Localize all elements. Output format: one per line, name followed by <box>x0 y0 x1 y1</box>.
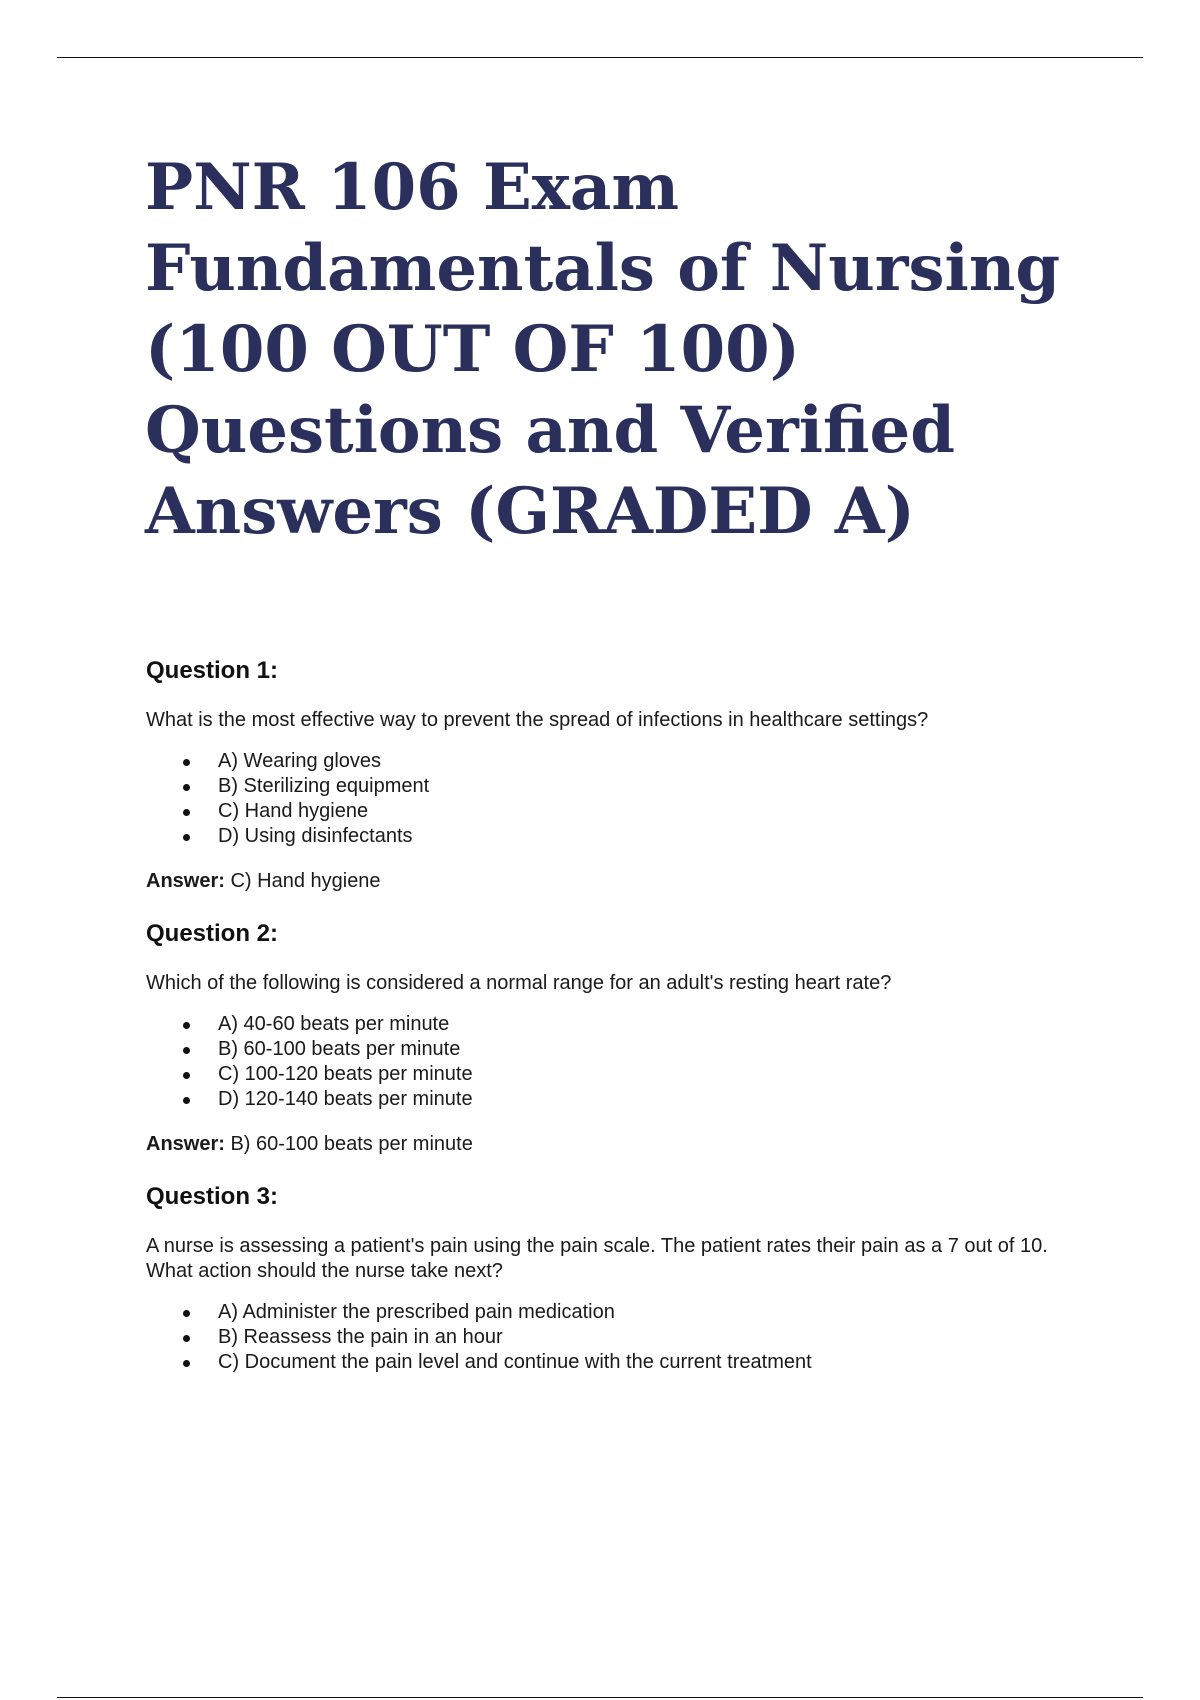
question-heading: Question 3: <box>146 1183 279 1210</box>
option-label: A) Wearing gloves <box>218 750 382 772</box>
option-item <box>146 1087 1146 1112</box>
question-text: What is the most effective way to prevent the spread of infections in healthcare settings? <box>146 709 929 731</box>
options-list <box>146 1012 1146 1112</box>
options-list <box>146 749 1146 849</box>
question-3 <box>146 1180 1146 1375</box>
option-label: B) Reassess the pain in an hour <box>218 1326 503 1348</box>
answer-value: B) 60-100 beats per minute <box>230 1133 473 1155</box>
option-item <box>146 1325 1146 1350</box>
bullet-icon <box>183 1097 190 1104</box>
option-label: B) 60-100 beats per minute <box>218 1038 461 1060</box>
option-item <box>146 1037 1146 1062</box>
question-heading: Question 2: <box>146 920 279 947</box>
question-text: A nurse is assessing a patient's pain using the pain scale. The patient rates their pain as a 7 out of 10. What action should the nurse take next? <box>146 1235 1048 1282</box>
answer-value: C) Hand hygiene <box>230 870 381 892</box>
option-item <box>146 824 1146 849</box>
answer-line <box>146 1130 1146 1158</box>
option-item <box>146 749 1146 774</box>
option-item <box>146 1012 1146 1037</box>
bullet-icon <box>183 1072 190 1079</box>
option-label: C) Document the pain level and continue with the current treatment <box>218 1351 812 1373</box>
question-1 <box>146 654 1146 895</box>
option-item <box>146 799 1146 824</box>
option-label: A) Administer the prescribed pain medication <box>218 1301 615 1323</box>
answer-line <box>146 867 1146 895</box>
options-list <box>146 1300 1146 1375</box>
top-rule <box>57 57 1143 58</box>
option-label: D) 120-140 beats per minute <box>218 1088 473 1110</box>
bullet-icon <box>183 759 190 766</box>
answer-label: Answer: <box>146 870 225 892</box>
answer-label: Answer: <box>146 1133 225 1155</box>
option-label: C) Hand hygiene <box>218 800 369 822</box>
bullet-icon <box>183 834 190 841</box>
bottom-rule <box>57 1697 1143 1698</box>
bullet-icon <box>183 1022 190 1029</box>
question-text: Which of the following is considered a normal range for an adult's resting heart rate? <box>146 972 892 994</box>
option-label: C) 100-120 beats per minute <box>218 1063 473 1085</box>
page-title: PNR 106 Exam Fundamentals of Nursing (100 OUT OF 100) Questions and Verified Answers (GRADED A) <box>145 150 1061 549</box>
option-label: B) Sterilizing equipment <box>218 775 430 797</box>
questions-section <box>146 654 1146 1393</box>
bullet-icon <box>183 1047 190 1054</box>
bullet-icon <box>183 1310 190 1317</box>
bullet-icon <box>183 809 190 816</box>
option-label: A) 40-60 beats per minute <box>218 1013 450 1035</box>
question-2 <box>146 917 1146 1158</box>
bullet-icon <box>183 1360 190 1367</box>
option-label: D) Using disinfectants <box>218 825 413 847</box>
question-heading: Question 1: <box>146 657 279 684</box>
option-item <box>146 1300 1146 1325</box>
bullet-icon <box>183 784 190 791</box>
option-item <box>146 1062 1146 1087</box>
option-item <box>146 774 1146 799</box>
option-item <box>146 1350 1146 1375</box>
bullet-icon <box>183 1335 190 1342</box>
